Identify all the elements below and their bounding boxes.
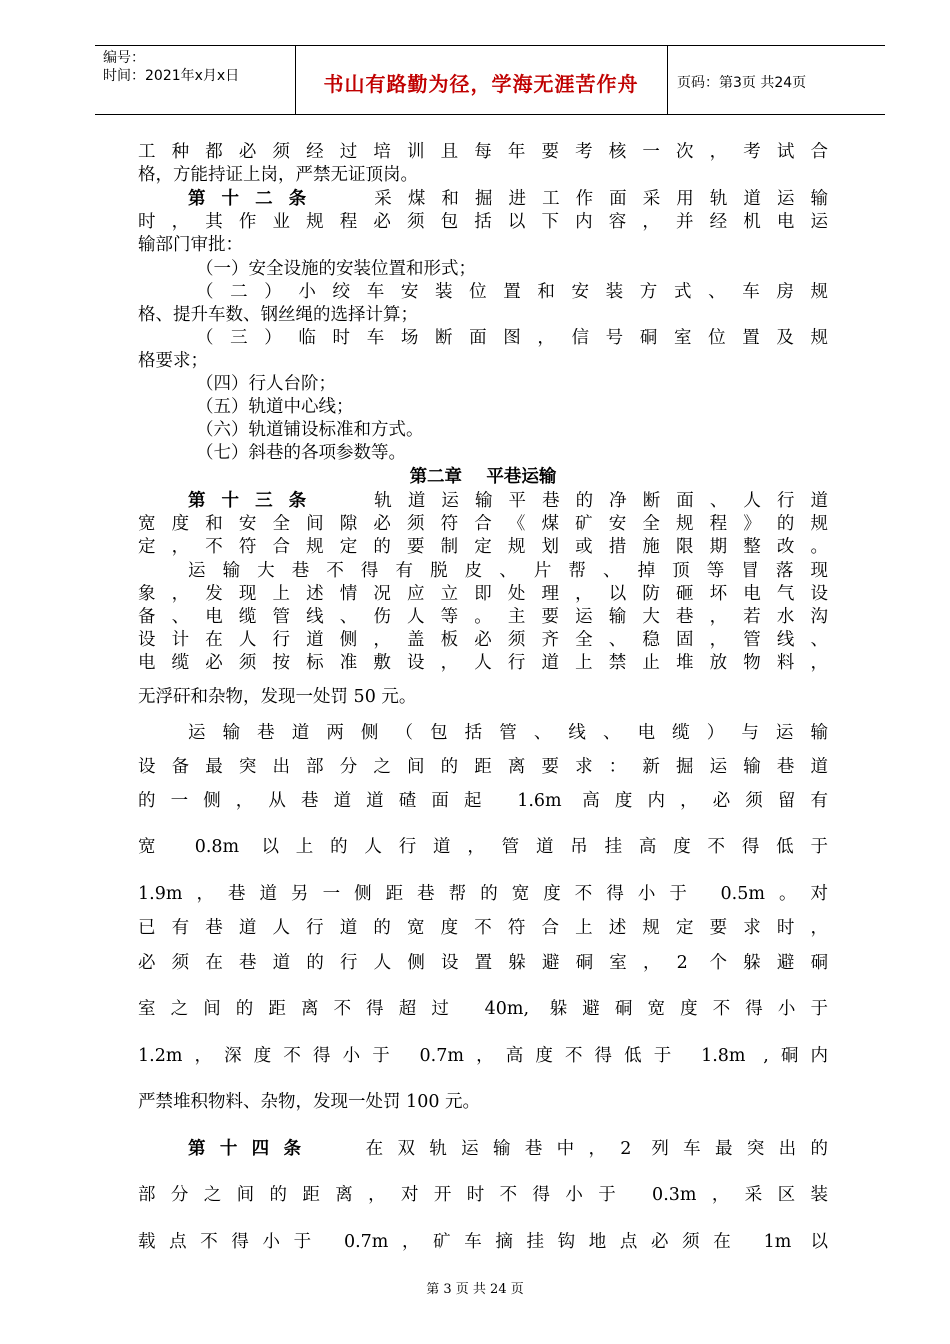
list-item: （二）小绞车安装位置和安装方式、车房规 [196,282,828,302]
time-label: 时间：2021年x月x日 [103,68,240,84]
text-line: 无浮矸和杂物，发现一处罚 50 元。 [138,687,417,707]
article-14-line [138,1135,828,1181]
page-header [95,45,885,115]
text-line: 格要求； [138,351,208,371]
list-item: （六）轨道铺设标准和方式。 [196,420,424,440]
header-page-info: 页码：第3页 共24页 [677,75,807,91]
text-line: 输部门审批： [138,235,243,255]
article-14-title: 第十四条 [188,1139,316,1159]
text-line: 严禁堆积物料、杂物，发现一处罚 100 元。 [138,1092,481,1112]
article-13-title: 第十三条 [188,491,323,511]
text-line: 工种都必须经过培训且每年要考核一次，考试合 [138,142,828,162]
header-motto: 书山有路勤为径，学海无涯苦作舟 [323,72,639,96]
text-line: 设计在人行道侧，盖板必须齐全、稳固，管线、 [138,630,828,650]
text-line: 备、电缆管线、伤人等。主要运输大巷，若水沟 [138,607,828,627]
text-line: 时，其作业规程必须包括以下内容，并经机电运 [138,212,828,232]
text-line: 格，方能持证上岗，严禁无证顶岗。 [138,165,418,185]
text-line: 运输大巷不得有脱皮、片帮、掉顶等冒落现 [188,561,828,581]
text-line: 电缆必须按标准敷设，人行道上禁止堆放物料， [138,653,828,673]
text-line: 运输巷道两侧（包括管、线、电缆）与运输 [188,723,828,743]
text-span: 采煤和掘进工作面采用轨道运输 [358,189,829,209]
text-line: 必须在巷道的行人侧设置躲避硐室，2 个躲避硐 [138,953,828,973]
header-divider [667,46,668,114]
text-span: 轨道运输平巷的净断面、人行道 [358,491,829,511]
document-body [138,138,828,1258]
text-line: 的一侧，从巷道道碴面起 1.6m 高度内，必须留有 [138,791,828,811]
text-line: 载点不得小于 0.7m，矿车摘挂钩地点必须在 1m 以 [138,1232,828,1252]
list-item: （四）行人台阶； [196,374,336,394]
list-item: （一）安全设施的安装位置和形式； [196,259,476,279]
text-line: 设备最突出部分之间的距离要求：新掘运输巷道 [138,757,828,777]
text-line: 已有巷道人行道的宽度不符合上述规定要求时， [138,918,828,938]
text-line: 定，不符合规定的要制定规划或措施限期整改。 [138,537,828,557]
article-13-line [138,487,828,510]
text-line: 部分之间的距离，对开时不得小于 0.3m，采区装 [138,1185,828,1205]
list-item: （七）斜巷的各项参数等。 [196,443,406,463]
page-footer: 第 3 页 共 24 页 [426,1282,524,1297]
text-line: 宽 0.8m 以上的人行道，管道吊挂高度不得低于 [138,837,828,857]
text-line: 格、提升车数、钢丝绳的选择计算； [138,305,418,325]
text-line: 1.9m，巷道另一侧距巷帮的宽度不得小于 0.5m。对 [138,884,828,904]
article-12-line [138,185,828,208]
text-line: 象，发现上述情况应立即处理，以防砸坏电气设 [138,584,828,604]
code-label: 编号： [103,50,145,66]
list-item: （三）临时车场断面图，信号硐室位置及规 [196,328,828,348]
article-12-title: 第十二条 [188,189,323,209]
text-span: 在双轨运输巷中，2 列车最突出的 [351,1139,828,1159]
list-item: （五）轨道中心线； [196,397,354,417]
chapter-title: 第二章 平巷运输 [409,467,557,487]
text-line: 室之间的距离不得超过 40m, 躲避硐宽度不得小于 [138,999,828,1019]
text-line: 宽度和安全间隙必须符合《煤矿安全规程》的规 [138,514,828,534]
text-line: 1.2m，深度不得小于 0.7m，高度不得低于 1.8m ,硐内 [138,1046,828,1066]
header-meta [103,49,293,85]
